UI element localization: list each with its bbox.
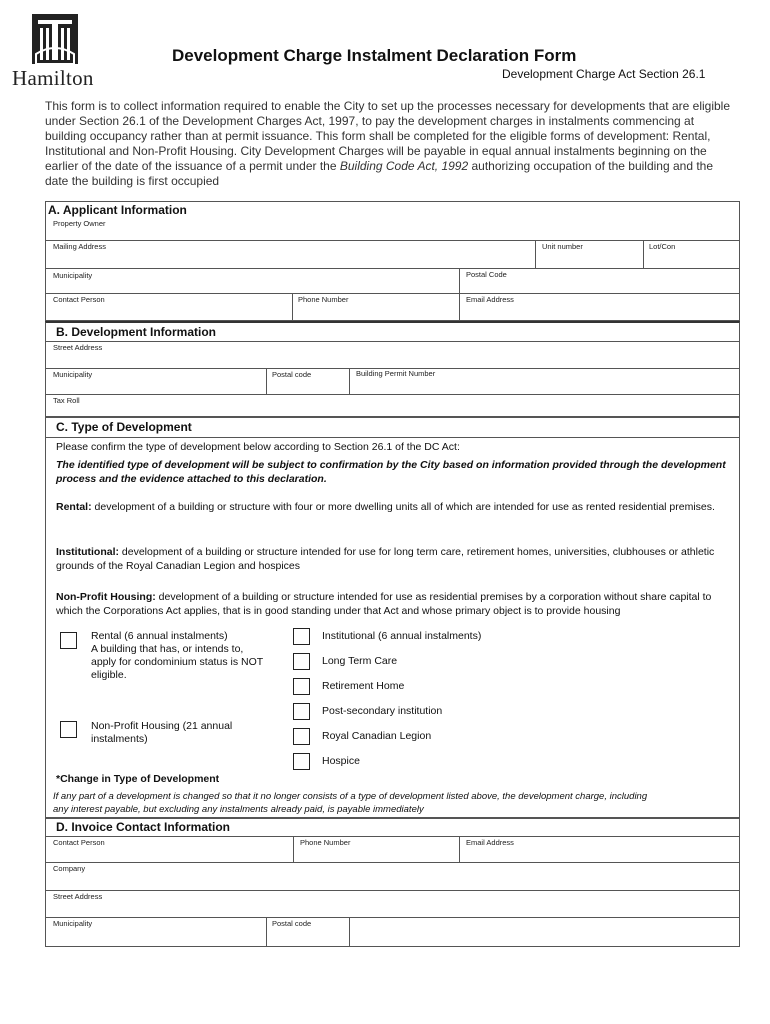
street-address-label: Street Address	[53, 892, 103, 901]
rental-text: development of a building or structure with four or more dwelling units all of which are intended for use as rented residential premises.	[91, 501, 715, 513]
postal-code-label: Postal code	[272, 919, 312, 928]
postal-code-field[interactable]	[460, 279, 739, 292]
divider	[45, 836, 740, 837]
phone-number-field[interactable]	[293, 305, 458, 320]
phone-number-field[interactable]	[294, 847, 458, 861]
hospice-checkbox[interactable]	[293, 753, 310, 770]
tax-roll-label: Tax Roll	[53, 396, 80, 405]
mailing-address-label: Mailing Address	[53, 242, 106, 251]
institutional-term: Institutional:	[56, 546, 119, 558]
logo-wordmark: Hamilton	[12, 66, 94, 90]
postal-code-field[interactable]	[267, 929, 348, 946]
municipality-label: Municipality	[53, 271, 93, 280]
retirement-home-label: Retirement Home	[322, 680, 405, 692]
postal-code-label: Postal Code	[466, 270, 507, 279]
contact-person-label: Contact Person	[53, 838, 105, 847]
municipality-field[interactable]	[46, 280, 458, 292]
tax-roll-field[interactable]	[46, 405, 739, 416]
divider	[45, 341, 740, 342]
divider	[45, 917, 740, 918]
lot-con-field[interactable]	[644, 251, 739, 267]
divider	[45, 268, 740, 269]
royal-canadian-legion-checkbox[interactable]	[293, 728, 310, 745]
divider	[45, 862, 740, 863]
section-a-heading: A. Applicant Information	[48, 203, 187, 217]
contact-person-label: Contact Person	[53, 295, 105, 304]
institutional-checkbox[interactable]	[293, 628, 310, 645]
post-secondary-checkbox[interactable]	[293, 703, 310, 720]
company-field[interactable]	[46, 874, 739, 889]
long-term-care-label: Long Term Care	[322, 655, 398, 667]
confirm-instruction: Please confirm the type of development below according to Section 26.1 of the DC Act:	[56, 441, 460, 453]
mailing-address-field[interactable]	[46, 251, 534, 267]
municipality-label: Municipality	[53, 919, 93, 928]
divider	[45, 293, 740, 294]
phone-number-label: Phone Number	[300, 838, 351, 847]
institutional-option-label: Institutional (6 annual instalments)	[322, 630, 482, 642]
change-notice: If any part of a development is changed so that it no longer consists of a type of development listed above, the development charge, including any interest payable, but excluding any instalments already paid, is payable immediately	[53, 791, 648, 815]
street-address-label: Street Address	[53, 343, 103, 352]
divider	[349, 917, 350, 947]
divider	[45, 437, 740, 438]
royal-canadian-legion-label: Royal Canadian Legion	[322, 730, 432, 742]
email-address-field[interactable]	[460, 305, 739, 320]
confirmation-notice: The identified type of development will be subject to confirmation by the City based on information provided through the development process and the evidence attached to this declaration.	[56, 459, 726, 485]
unit-number-label: Unit number	[542, 242, 583, 251]
section-d-heading: D. Invoice Contact Information	[56, 820, 231, 834]
postal-code-field[interactable]	[267, 379, 348, 393]
intro-italic: Building Code Act, 1992	[339, 159, 469, 173]
divider	[45, 240, 740, 241]
contact-person-field[interactable]	[46, 305, 291, 320]
divider	[45, 890, 740, 891]
rental-term: Rental:	[56, 501, 92, 513]
building-permit-number-field[interactable]	[350, 378, 739, 393]
phone-number-label: Phone Number	[298, 295, 349, 304]
company-label: Company	[53, 864, 86, 873]
street-address-field[interactable]	[46, 902, 739, 916]
change-heading: *Change in Type of Development	[56, 773, 220, 785]
divider	[45, 394, 740, 395]
municipality-label: Municipality	[53, 370, 93, 379]
street-address-field[interactable]	[46, 352, 739, 367]
nonprofit-housing-checkbox[interactable]	[60, 721, 77, 738]
rental-checkbox[interactable]	[60, 632, 77, 649]
form-subtitle: Development Charge Act Section 26.1	[502, 67, 706, 81]
hospice-label: Hospice	[322, 755, 360, 767]
building-permit-number-label: Building Permit Number	[356, 369, 436, 378]
intro-text-end: authorizing occupation of the building and the date the building is first occupied	[45, 159, 714, 188]
institutional-definition	[56, 545, 736, 573]
unit-number-field[interactable]	[536, 251, 642, 267]
email-address-label: Email Address	[466, 838, 514, 847]
lot-con-label: Lot/Con	[649, 242, 676, 251]
nonprofit-text: development of a building or structure intended for use as residential premises by a corporation without share capital to which the Corporations Act applies, that is in good standing under that Act and whose primary object is to provide housing	[56, 591, 712, 617]
section-c-heading: C. Type of Development	[56, 420, 192, 434]
intro-paragraph	[45, 99, 735, 189]
rental-definition	[56, 500, 736, 514]
email-address-field[interactable]	[460, 847, 739, 861]
section-b-heading: B. Development Information	[56, 325, 217, 339]
nonprofit-term: Non-Profit Housing:	[56, 591, 156, 603]
property-owner-label: Property Owner	[53, 219, 106, 228]
city-hall-logo-icon	[32, 14, 102, 66]
institutional-text: development of a building or structure intended for use for long term care, retirement homes, universities, clubhouses or athletic grounds of the Royal Canadian Legion and hospices	[56, 546, 715, 572]
municipality-field[interactable]	[46, 379, 265, 393]
municipality-field[interactable]	[46, 929, 265, 946]
retirement-home-checkbox[interactable]	[293, 678, 310, 695]
rental-option-label: Rental (6 annual instalments) A building that has, or intends to, apply for condominium status is NOT eligible.	[91, 630, 263, 681]
nonprofit-option-label: Non-Profit Housing (21 annual instalments)	[91, 720, 233, 745]
form-title: Development Charge Instalment Declaration Form	[172, 46, 577, 65]
hamilton-logo	[12, 14, 108, 94]
property-owner-field[interactable]	[46, 228, 739, 240]
long-term-care-checkbox[interactable]	[293, 653, 310, 670]
nonprofit-definition	[56, 590, 738, 618]
email-address-label: Email Address	[466, 295, 514, 304]
post-secondary-label: Post-secondary institution	[322, 705, 443, 717]
postal-code-label: Postal code	[272, 370, 312, 379]
contact-person-field[interactable]	[46, 847, 292, 861]
intro-text: This form is to collect information required to enable the City to set up the processes necessary for developments that are eligible under Section 26.1 of the Development Charges Act, 1997, to pay the development charges in instalments commencing at building occupancy rather than at permit issuance. This form shall be completed for the eligible forms of development: Rental, Institutional and Non-Profit Housing. City Development Charges will be payable in equal annual instalments beginning on the earlier of the date of the issuance of a permit under the	[45, 99, 731, 173]
